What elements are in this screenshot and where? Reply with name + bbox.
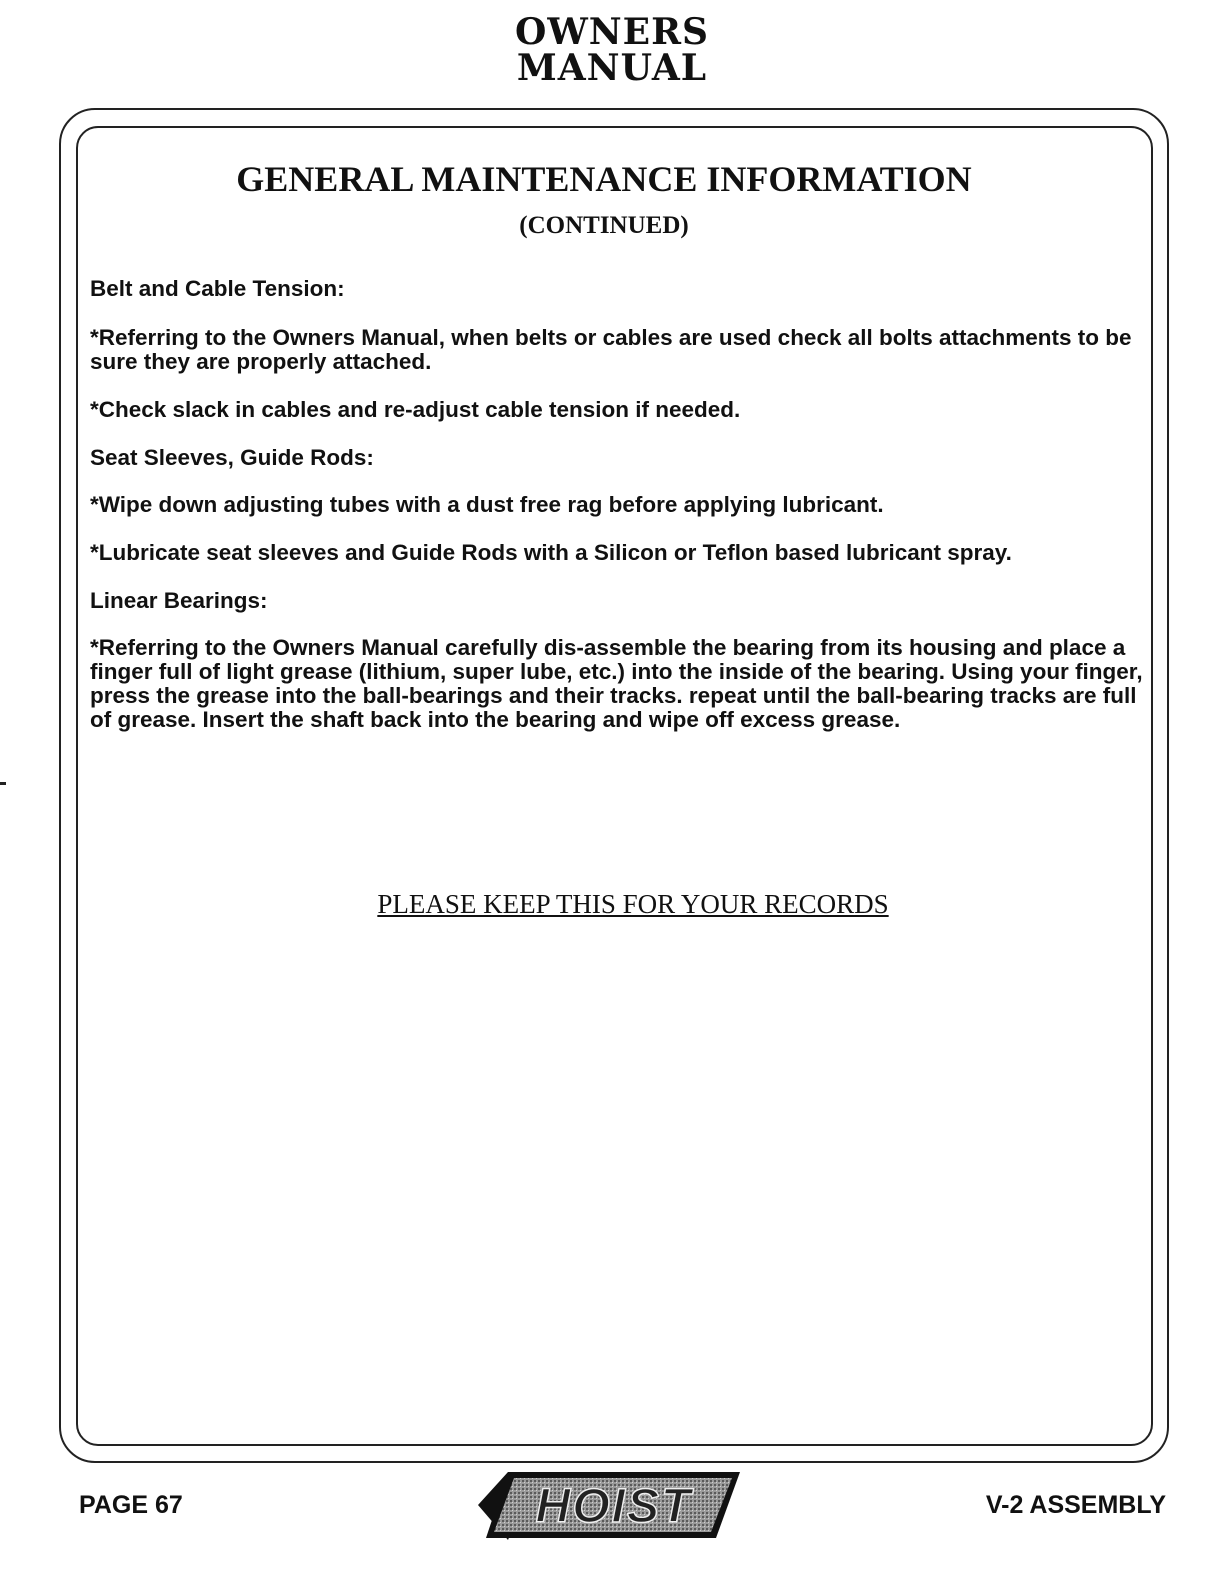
seat-sleeves-item-1: *Wipe down adjusting tubes with a dust free rag before applying lubricant. [90, 492, 884, 517]
section-title: GENERAL MAINTENANCE INFORMATION [236, 159, 972, 199]
logo-text: HOIST [535, 1480, 693, 1533]
seat-sleeves-item-2: *Lubricate seat sleeves and Guide Rods with a Silicon or Teflon based lubricant spray. [90, 540, 1012, 565]
linear-bearings-heading: Linear Bearings: [90, 588, 268, 613]
seat-sleeves-heading: Seat Sleeves, Guide Rods: [90, 445, 374, 470]
hoist-logo [478, 1468, 758, 1544]
manual-title [0, 11, 1224, 89]
assembly-label: V-2 ASSEMBLY [985, 1491, 1166, 1519]
belt-cable-heading: Belt and Cable Tension: [90, 276, 345, 301]
manual-title-line-1: OWNERS [514, 11, 710, 53]
section-subtitle: (CONTINUED) [519, 212, 689, 239]
margin-mark [0, 782, 6, 785]
records-notice: PLEASE KEEP THIS FOR YOUR RECORDS [377, 889, 889, 919]
manual-title-line-2: MANUAL [516, 47, 708, 89]
page-number: PAGE 67 [79, 1491, 183, 1519]
linear-bearings-item-1: *Referring to the Owners Manual carefully dis-assemble the bearing from its housing and place a finger full of light grease (lithium, super lube, etc.) into the inside of the bearing. Using your finger, press the grease into the ball-bearings and their tracks. repeat until the ball-bearing tracks are full of grease. Insert the shaft back into the bearing and wipe off excess grease. [90, 635, 1143, 732]
page-border-inner [76, 126, 1153, 1446]
belt-cable-item-1: *Referring to the Owners Manual, when belts or cables are used check all bolts attachments to be sure they are properly attached. [90, 325, 1132, 374]
belt-cable-item-2: *Check slack in cables and re-adjust cable tension if needed. [90, 397, 741, 422]
